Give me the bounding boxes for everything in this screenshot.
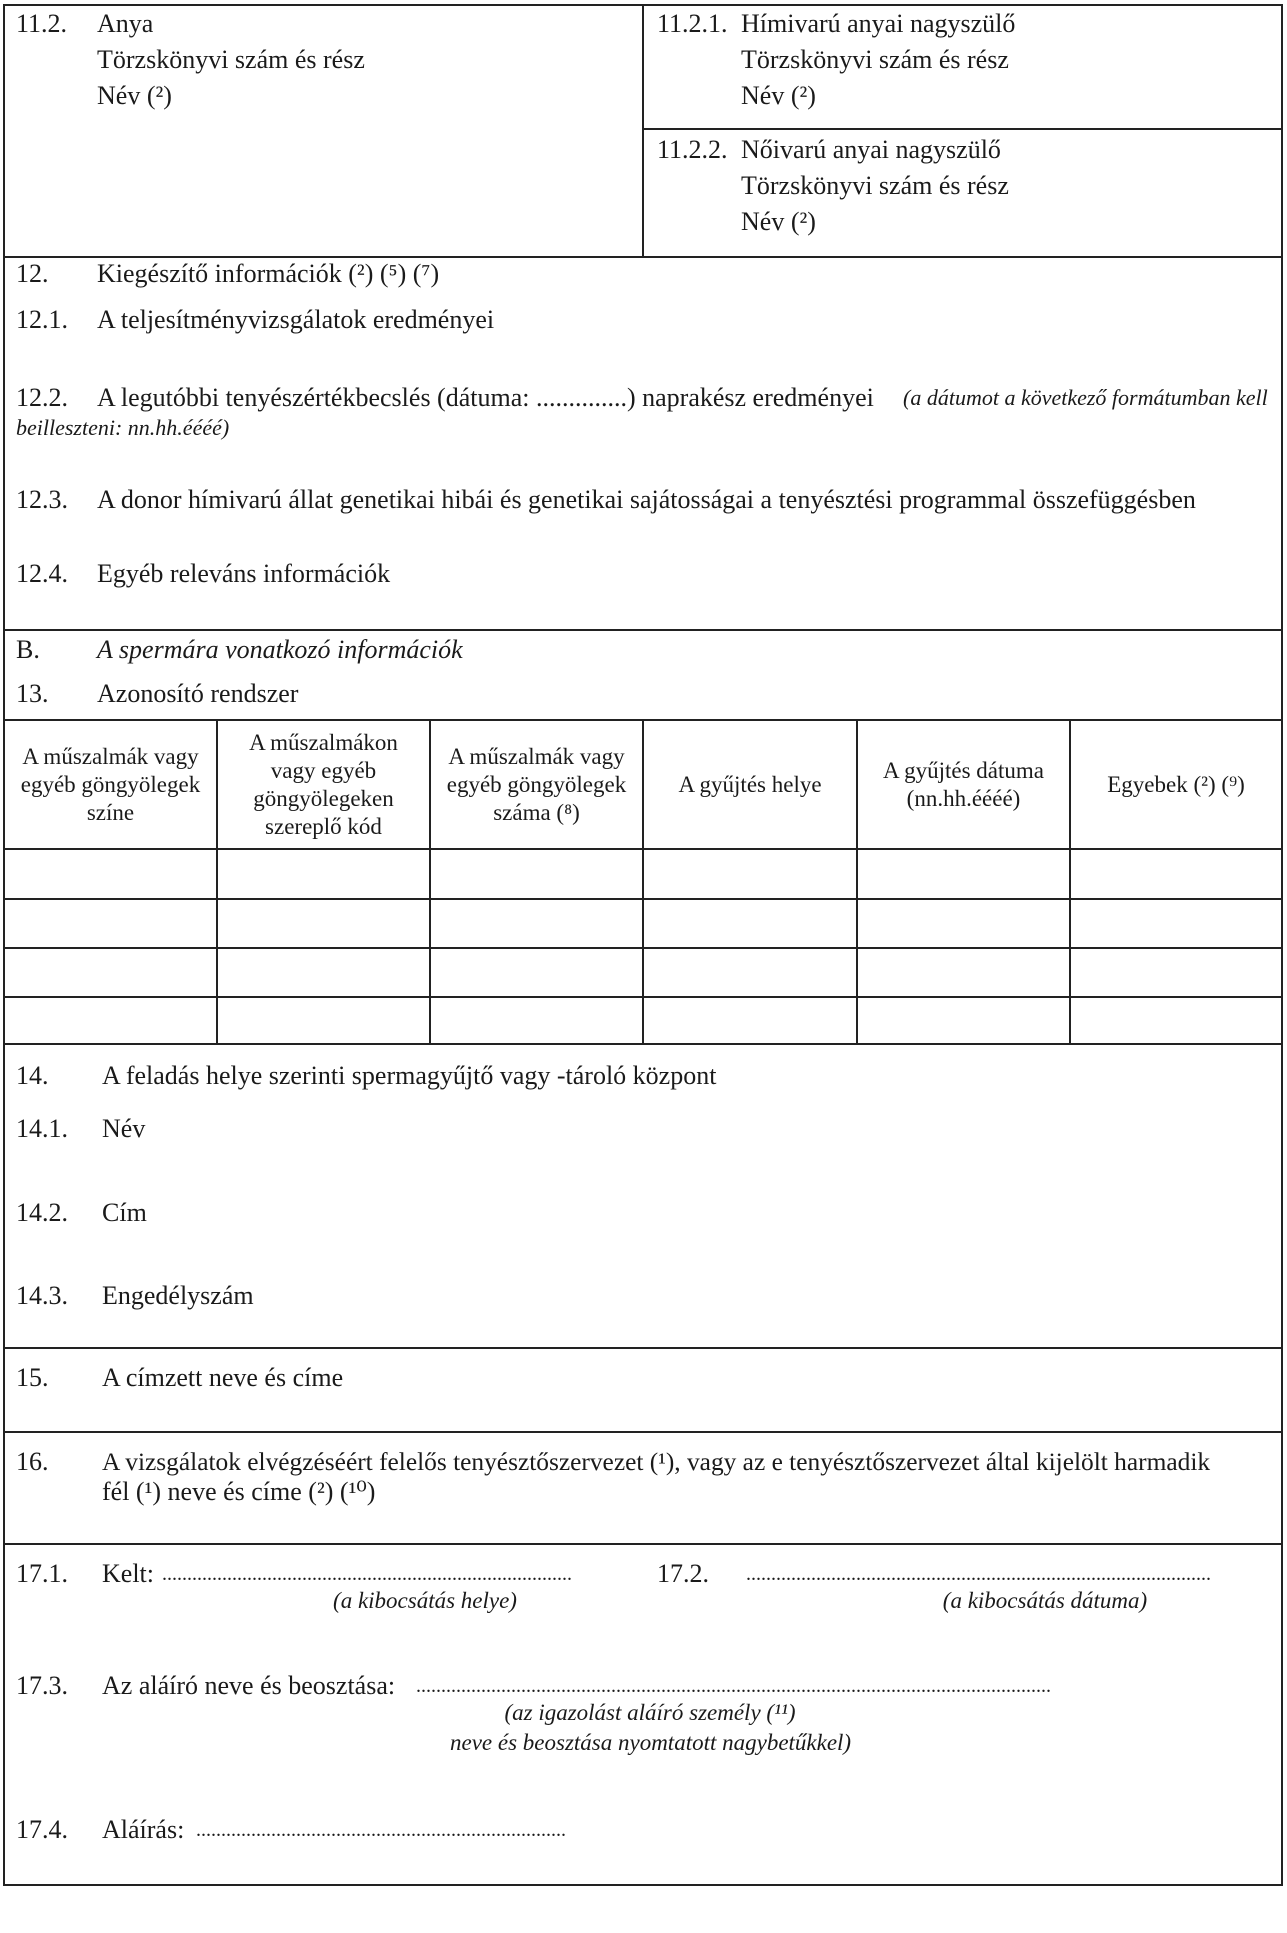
section-11-2-title: Anya <box>97 9 154 38</box>
divider-section-17 <box>3 1543 1283 1545</box>
section-14-3-label: Engedélyszám <box>102 1281 254 1310</box>
section-16-text-cont: fél (¹) neve és címe (²) (¹⁰) <box>102 1477 376 1506</box>
table-header-color: A műszalmák vagy egyéb göngyölegek színe <box>20 743 201 825</box>
section-17-1-number: 17.1. <box>16 1559 68 1588</box>
section-11-2-1-line: Törzskönyvi szám és rész <box>741 45 1009 74</box>
divider-section-15 <box>3 1347 1283 1349</box>
signatory-caption-cont: neve és beosztása nyomtatott nagybetűkkel) <box>450 1730 852 1755</box>
section-11-2-1-number: 11.2.1. <box>657 9 728 38</box>
table-header-code: A műszalmákon vagy egyéb göngyölegeken szereplő kód <box>249 729 398 839</box>
section-11-2-1-line: Név (²) <box>741 81 816 110</box>
section-12-2-note: (a dátumot a következő formátumban kell <box>903 385 1268 410</box>
table-header-other: Egyebek (²) (⁹) <box>1107 771 1245 797</box>
divider-section-b <box>3 629 1283 631</box>
signatory-label: Az aláíró neve és beosztása: <box>102 1671 396 1700</box>
section-15-number: 15. <box>16 1363 49 1392</box>
section-14-1-number: 14.1. <box>16 1114 68 1143</box>
issue-date-field[interactable]: ............................................................................................. <box>746 1563 1211 1585</box>
section-11-2-2-line: Törzskönyvi szám és rész <box>741 171 1009 200</box>
issue-place-label: Kelt: <box>102 1559 154 1588</box>
section-14-1-label: Név <box>102 1114 146 1143</box>
section-14-3-number: 14.3. <box>16 1281 68 1310</box>
section-11-2-2-line: Név (²) <box>741 207 816 236</box>
divider-11-2-1 <box>642 128 1283 130</box>
section-12-3-text: A donor hímivarú állat genetikai hibái és genetikai sajátosságai a tenyésztési programmal összefüggésben <box>97 485 1196 514</box>
section-12-4-number: 12.4. <box>16 559 68 588</box>
section-16-text: A vizsgálatok elvégzéséért felelős tenyésztőszervezet (¹), vagy az e tenyésztőszervezet által kijelölt harmadik <box>102 1448 1211 1476</box>
section-12-3-number: 12.3. <box>16 485 68 514</box>
section-11-2-number: 11.2. <box>16 9 68 38</box>
section-16-number: 16. <box>16 1447 49 1476</box>
section-11-2-line: Törzskönyvi szám és rész <box>97 45 365 74</box>
section-b-title: A spermára vonatkozó információk <box>97 635 463 664</box>
section-11-2-2-title: Nőivarú anyai nagyszülő <box>741 135 1001 164</box>
section-12-1-text: A teljesítményvizsgálatok eredményei <box>97 305 495 334</box>
section-15-title: A címzett neve és címe <box>102 1363 344 1392</box>
table-header-count: A műszalmák vagy egyéb göngyölegek száma (⁸) <box>446 743 627 825</box>
section-11-2-line: Név (²) <box>97 81 172 110</box>
issue-date-caption: (a kibocsátás dátuma) <box>942 1588 1148 1613</box>
signature-field[interactable]: .......................................................................... <box>196 1819 566 1841</box>
section-b-number: B. <box>16 635 40 664</box>
section-12-title: Kiegészítő információk (²) (⁵) (⁷) <box>97 259 440 288</box>
issue-place-caption: (a kibocsátás helye) <box>333 1588 517 1613</box>
signatory-caption: (az igazolást aláíró személy (¹¹) <box>504 1700 796 1725</box>
issue-place-field[interactable]: .................................................................................. <box>162 1563 572 1585</box>
section-14-2-label: Cím <box>102 1198 147 1227</box>
divider-11-2 <box>642 4 644 258</box>
section-12-number: 12. <box>16 259 49 288</box>
section-12-2-number: 12.2. <box>16 383 68 412</box>
signatory-name-field[interactable]: ............................................................................................................................... <box>416 1675 1051 1697</box>
section-17-4-number: 17.4. <box>16 1815 68 1844</box>
section-12-2-text: A legutóbbi tenyészértékbecslés (dátuma: ..............) naprakész eredményei <box>97 383 874 412</box>
signature-label: Aláírás: <box>102 1815 185 1844</box>
section-12-4-text: Egyéb releváns információk <box>97 559 391 588</box>
section-14-number: 14. <box>16 1061 49 1090</box>
divider-section-16 <box>3 1431 1283 1433</box>
section-12-1-number: 12.1. <box>16 305 68 334</box>
table-header-place: A gyűjtés helye <box>678 771 822 797</box>
section-13-number: 13. <box>16 679 49 708</box>
section-12-2-note-cont: beilleszteni: nn.hh.éééé) <box>16 415 230 440</box>
section-17-3-number: 17.3. <box>16 1671 68 1700</box>
section-11-2-2-number: 11.2.2. <box>657 135 728 164</box>
section-13-title: Azonosító rendszer <box>97 679 299 708</box>
table-header-date: A gyűjtés dátuma (nn.hh.éééé) <box>883 757 1044 811</box>
section-17-2-number: 17.2. <box>657 1559 709 1588</box>
section-14-title: A feladás helye szerinti spermagyűjtő vagy -tároló központ <box>102 1061 717 1090</box>
section-14-2-number: 14.2. <box>16 1198 68 1227</box>
section-11-2-1-title: Hímivarú anyai nagyszülő <box>741 9 1016 38</box>
